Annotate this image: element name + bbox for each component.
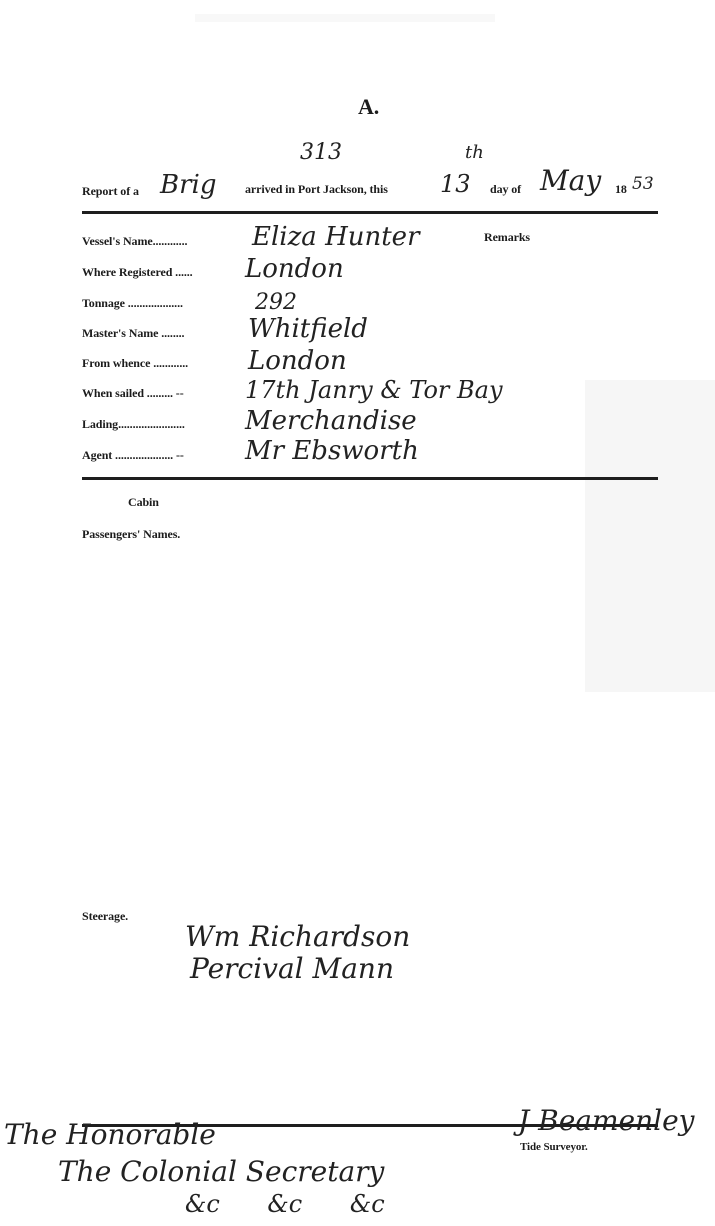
address-marks: &c &c &c [185, 1190, 385, 1218]
arrival-year: 53 [632, 174, 654, 194]
field-label-tonnage: Tonnage ................... [82, 296, 183, 310]
field-label-vessel-name: Vessel's Name............ [82, 234, 188, 248]
steerage-label: Steerage. [82, 909, 129, 923]
field-value-from-whence: London [248, 346, 347, 376]
field-value-where-registered: London [245, 254, 344, 284]
address-line-2: The Colonial Secretary [58, 1155, 385, 1188]
field-value-tonnage: 292 [255, 290, 297, 315]
details-rule [82, 477, 658, 480]
day-of-text: day of [490, 182, 522, 196]
field-label-from-whence: From whence ............ [82, 356, 189, 370]
vessel-type: Brig [160, 170, 217, 200]
tide-surveyor-label: Tide Surveyor. [520, 1141, 588, 1153]
field-value-master-name: Whitfield [248, 314, 368, 344]
field-value-lading: Merchandise [245, 406, 417, 436]
field-label-where-registered: Where Registered ...... [82, 265, 193, 279]
steerage-passenger-1: Wm Richardson [185, 920, 411, 953]
arrival-day: 13 [440, 170, 471, 198]
field-value-when-sailed: 17th Janry & Tor Bay [245, 376, 503, 404]
steerage-passenger-2: Percival Mann [190, 952, 394, 985]
remarks-header: Remarks [484, 230, 530, 244]
address-line-1: The Honorable [4, 1118, 216, 1151]
field-value-agent: Mr Ebsworth [245, 436, 419, 466]
scan-shadow-right [585, 380, 715, 692]
passengers-label: Passengers' Names. [82, 527, 181, 541]
report-prefix: Report of a [82, 184, 139, 198]
entry-number: 313 [300, 140, 342, 165]
field-label-master-name: Master's Name ........ [82, 326, 185, 340]
arrived-text: arrived in Port Jackson, this [245, 182, 388, 196]
field-label-lading: Lading....................... [82, 417, 185, 431]
field-label-when-sailed: When sailed ......... -- [82, 386, 184, 400]
arrival-day-suffix: th [465, 142, 484, 163]
arrival-month: May [540, 164, 602, 197]
scan-smudge-top [195, 14, 495, 22]
surveyor-signature: J Beamenley [518, 1104, 695, 1137]
cabin-label: Cabin [128, 495, 159, 509]
year-prefix: 18 [615, 182, 627, 196]
field-value-vessel-name: Eliza Hunter [252, 222, 420, 252]
field-label-agent: Agent .................... -- [82, 448, 184, 462]
header-rule [82, 211, 658, 214]
form-letter: A. [358, 94, 380, 119]
